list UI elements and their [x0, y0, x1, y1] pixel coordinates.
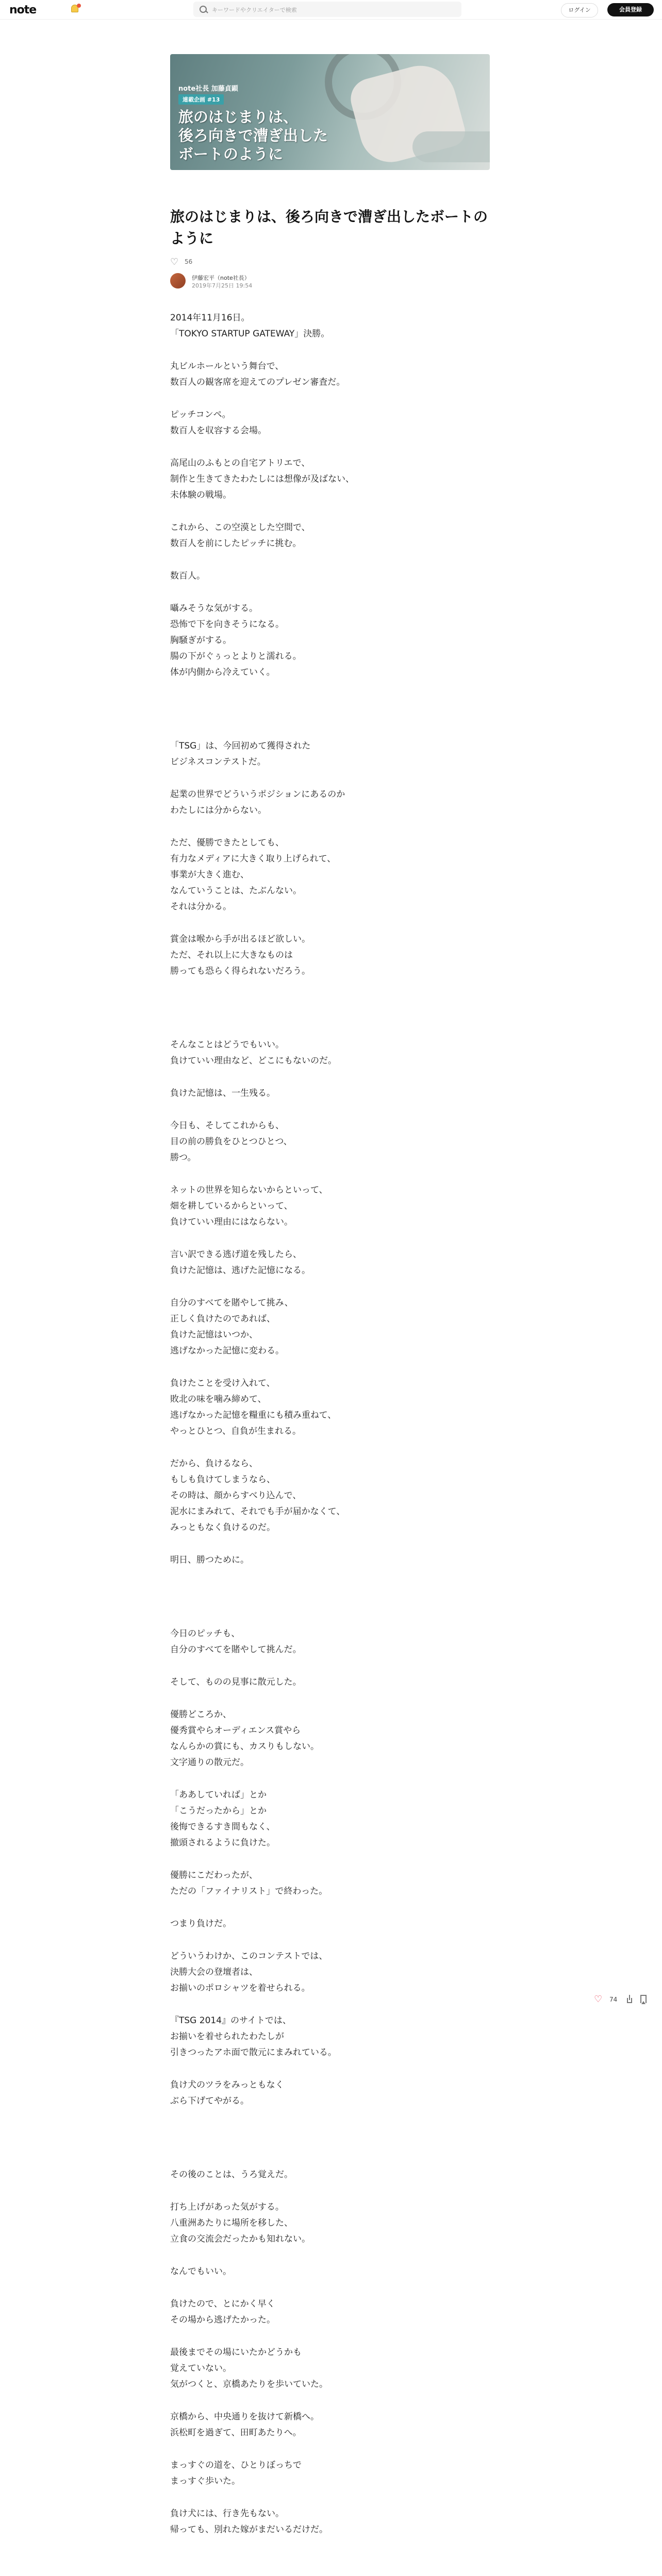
article-paragraph: 負けたので、とにかく早く その場から逃げたかった。: [170, 2299, 275, 2325]
article-paragraph: 優勝にこだわったが、 ただの「ファイナリスト」で終わった。: [170, 1870, 328, 1896]
article-paragraph: これから、この空漠とした空間で、 数百人を前にしたピッチに挑む。: [170, 522, 310, 549]
article-paragraph: 数百人。: [170, 571, 205, 581]
article-paragraph: 起業の世界でどういうポジションにあるのか わたしには分からない。: [170, 789, 345, 816]
notification-badge: [77, 4, 81, 8]
article-paragraph: そして、ものの見事に散元した。: [170, 1677, 302, 1687]
eyecatch-series-tag: 連載企画 #13: [178, 94, 224, 105]
article-paragraph: どういうわけか、このコンテストでは、 決勝大会の登壇者は、 お揃いのポロシャツを着せられる。: [170, 1951, 328, 1993]
article-paragraph: 囁みそうな気がする。 恐怖で下を向きそうになる。 胸騒ぎがする。 腸の下がぐぅっとよりと濡れる。 体が内側から冷えていく。: [170, 603, 302, 677]
article-paragraph: 丸ビルホールという舞台で、 数百人の観客席を迎えてのプレゼン審査だ。: [170, 361, 345, 387]
site-header: [0, 0, 662, 20]
article-paragraph: 最後までその場にいたかどうかも 覚えていない。 気がつくと、京橋あたりを歩いていた。: [170, 2347, 328, 2389]
section-spacer: [170, 2126, 490, 2167]
bookmark-icon[interactable]: [640, 1995, 647, 2003]
article-paragraph: 自分のすべてを賭やして挑み、 正しく負けたのであれば、 負けた記憶はいつか、 逃げなかった記憶に変わる。: [170, 1298, 293, 1356]
login-button[interactable]: ログイン: [561, 3, 598, 18]
article-paragraph: なんでもいい。: [170, 2266, 231, 2277]
article-paragraph: 優勝どころか、 優秀賞やらオーディエンス賞やら なんらかの賞にも、カスりもしない。 文字通りの散元だ。: [170, 1709, 319, 1768]
share-icon[interactable]: [626, 1995, 634, 2003]
article-paragraph: ピッチコンペ。 数百人を収容する会場。: [170, 410, 267, 436]
article-paragraph: 京橋から、中央通りを抜けて新橋へ。 浜松町を過ぎて、田町あたりへ。: [170, 2412, 319, 2438]
article-paragraph: 言い訳できる逃げ道を残したら、 負けた記憶は、逃げた記憶になる。: [170, 1249, 310, 1276]
article-paragraph: だから、負けるなら、 もしも負けてしまうなら、 その時は、顔からすべり込んで、 泥水にまみれて、それでも手が届かなくて、 みっともなく負けるのだ。: [170, 1459, 345, 1533]
article-paragraph: 高尾山のふもとの自宅アトリエで、 制作と生きてきたわたしには想像が及ばない、 未体験の戦場。: [170, 458, 354, 500]
article-paragraph: その後のことは、うろ覚えだ。: [170, 2170, 293, 2180]
section-spacer: [170, 1585, 490, 1626]
search-input[interactable]: [211, 2, 455, 18]
like-row: [170, 256, 490, 268]
publish-date: 2019年7月25日 19:54: [192, 282, 253, 289]
article-paragraph: ネットの世界を知らないからといって、 畑を耕しているからといって、 負けていい理由にはならない。: [170, 1185, 328, 1227]
signup-button[interactable]: 会員登録: [607, 3, 654, 16]
section-spacer: [170, 996, 490, 1037]
article-title: 旅のはじまりは、後ろ向きで漕ぎ出したボートのように: [170, 208, 488, 247]
article-paragraph: 負けたことを受け入れて、 敗北の味を噛み締めて、 逃げなかった記憶を糧重にも積み重ねて、 やっとひとつ、自負が生まれる。: [170, 1378, 337, 1436]
eyecatch-series-name: note社長 加藤貞顕: [178, 85, 238, 93]
article-paragraph: 打ち上げがあった気がする。 八重洲あたりに場所を移した、 立食の交流会だったかも知れない。: [170, 2202, 310, 2244]
article-paragraph: 今日のピッチも、 自分のすべてを賭やして挑んだ。: [170, 1629, 302, 1655]
article-paragraph: 負け犬のツラをみっともなく ぶら下げてやがる。: [170, 2080, 284, 2106]
author-info: [170, 272, 490, 293]
article-paragraph: 今日も、そしてこれからも、 目の前の勝負をひとつひとつ、 勝つ。: [170, 1121, 292, 1163]
article-body: [170, 310, 490, 2576]
notification-bell-icon[interactable]: [70, 4, 80, 14]
author-name[interactable]: 伊藤宏平（note社長）: [192, 275, 250, 281]
article-paragraph: そんなことはどうでもいい。 負けていい理由など、どこにもないのだ。: [170, 1040, 337, 1066]
note-logo[interactable]: note: [9, 4, 37, 16]
article-paragraph: 『TSG 2014』のサイトでは、 お揃いを着せられたわたしが 引きつったアホ面で散元にまみれている。: [170, 2015, 337, 2058]
article-paragraph: 賞金は喉から手が出るほど欲しい。 ただ、それ以上に大きなものは 勝っても恐らく得られないだろう。: [170, 934, 310, 976]
like-count: 56: [185, 258, 193, 265]
article-paragraph: 明日、勝つために。: [170, 1555, 249, 1565]
heart-icon[interactable]: ♡: [170, 257, 179, 267]
fabric-fold: [412, 131, 490, 162]
section-spacer: [170, 697, 490, 738]
floating-heart-icon[interactable]: ♡: [594, 1994, 603, 2005]
eyecatch-image: [170, 54, 490, 170]
article-paragraph: 「TSG」は、今回初めて獲得された ビジネスコンテストだ。: [170, 741, 311, 767]
article-paragraph: 2014年11月16日。 「TOKYO STARTUP GATEWAY」決勝。: [170, 313, 330, 339]
eyecatch-title: 旅のはじまりは、 後ろ向きで漕ぎ出した ボートのように: [178, 108, 328, 163]
article-paragraph: まっすぐの道を、ひとりぼっちで まっすぐ歩いた。: [170, 2460, 302, 2486]
floating-like-count: 74: [609, 1996, 618, 2003]
author-avatar[interactable]: [170, 273, 186, 289]
article-paragraph: 負けた記憶は、一生残る。: [170, 1088, 275, 1098]
article-paragraph: 「ああしていれば」とか 「こうだったから」とか 後悔できるすき間もなく、 撤頭されるように負けた。: [170, 1790, 275, 1848]
article-paragraph: 負け犬には、行き先もない。 帰っても、別れた嫁がまだいるだけだ。: [170, 2509, 328, 2535]
article-main: [170, 54, 490, 2576]
article-paragraph: ただ、優勝できたとしても、 有力なメディアに大きく取り上げられて、 事業が大きく進む、 なんていうことは、たぶんない。 それは分かる。: [170, 838, 336, 912]
search-bar[interactable]: [193, 2, 461, 17]
search-icon: [200, 6, 207, 13]
section-spacer: [170, 2554, 490, 2576]
article-paragraph: つまり負けだ。: [170, 1919, 231, 1929]
